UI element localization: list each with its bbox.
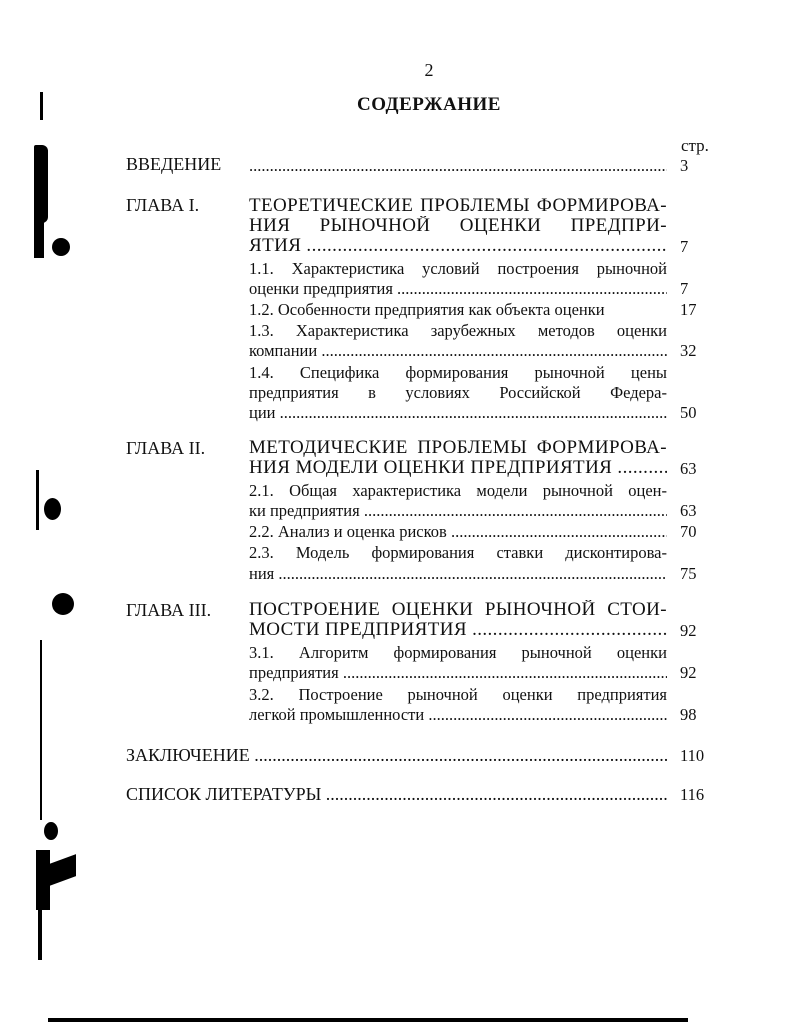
section-3-1-line: предприятия .....: [249, 663, 667, 683]
intro-label: ВВЕДЕНИЕ: [126, 154, 222, 174]
section-1-2-page: 17: [680, 300, 697, 319]
section-3-1-page: 92: [680, 663, 697, 682]
section-1-3-line: 1.3. Характеристика зарубежных методов оценки: [249, 321, 667, 340]
section-1-1-line: 1.1. Характеристика условий построения рыночной: [249, 259, 667, 278]
section-3-2-line: 3.2. Построение рыночной оценки предприятия: [249, 685, 667, 704]
intro-page: 3: [680, 156, 689, 175]
section-1-1-page: 7: [680, 279, 689, 298]
chapter-2-label: ГЛАВА II.: [126, 438, 206, 458]
section-2-3-line: 2.3. Модель формирования ставки дисконтирова-: [249, 543, 667, 562]
section-1-1-line: оценки предприятия .....: [249, 279, 667, 299]
section-2-3-page: 75: [680, 564, 697, 583]
chapter-3-page: 92: [680, 621, 697, 640]
chapter-3-title-line: МОСТИ ПРЕДПРИЯТИЯ .....: [249, 620, 667, 640]
bibliography-page: 116: [680, 785, 705, 804]
chapter-1-page: 7: [680, 237, 689, 256]
scan-mark: [34, 218, 44, 258]
section-1-3-page: 32: [680, 341, 697, 360]
scan-mark: [38, 905, 42, 960]
section-1-2-line: 1.2. Особенности предприятия как объекта оценки: [249, 300, 605, 319]
chapter-3-label: ГЛАВА III.: [126, 600, 212, 620]
section-1-4-line: предприятия в условиях Российской Федера-: [249, 383, 667, 402]
scan-mark: [36, 470, 39, 530]
bibliography-label: СПИСОК ЛИТЕРАТУРЫ .....: [126, 784, 667, 804]
chapter-1-title-line: ТЕОРЕТИЧЕСКИЕ ПРОБЛЕМЫ ФОРМИРОВА-: [249, 196, 667, 216]
section-1-4-page: 50: [680, 403, 697, 422]
section-2-2-page: 70: [680, 522, 697, 541]
chapter-1-label: ГЛАВА I.: [126, 195, 200, 215]
page-column-label: стр.: [681, 136, 709, 155]
page-title: СОДЕРЖАНИЕ: [357, 94, 501, 115]
section-1-4-line: 1.4. Специфика формирования рыночной цены: [249, 363, 667, 382]
hole-punch-dot: [44, 498, 61, 520]
hole-punch-dot: [44, 822, 58, 840]
conclusion-page: 110: [680, 746, 705, 765]
chapter-2-title-line: НИЯ МОДЕЛИ ОЦЕНКИ ПРЕДПРИЯТИЯ .....: [249, 458, 667, 478]
section-3-1-line: 3.1. Алгоритм формирования рыночной оценки: [249, 643, 667, 662]
hole-punch-dot: [52, 593, 74, 615]
section-3-2-page: 98: [680, 705, 697, 724]
bottom-edge-line: [48, 1018, 688, 1022]
section-3-2-line: легкой промышленности .....: [249, 705, 667, 725]
chapter-2-page: 63: [680, 459, 697, 478]
conclusion-label: ЗАКЛЮЧЕНИЕ .....: [126, 745, 667, 765]
intro-leader: [249, 156, 667, 176]
chapter-3-title-line: ПОСТРОЕНИЕ ОЦЕНКИ РЫНОЧНОЙ СТОИ-: [249, 600, 667, 620]
section-2-1-line: ки предприятия .....: [249, 501, 667, 521]
chapter-2-title-line: МЕТОДИЧЕСКИЕ ПРОБЛЕМЫ ФОРМИРОВА-: [249, 438, 667, 458]
scan-mark: [34, 145, 48, 223]
page-number: 2: [424, 60, 434, 80]
chapter-1-title-line: ЯТИЯ .....: [249, 236, 667, 256]
section-1-4-line: ции .....: [249, 403, 667, 423]
section-2-2-line: 2.2. Анализ и оценка рисков .....: [249, 522, 667, 542]
hole-punch-dot: [52, 238, 70, 256]
section-2-1-page: 63: [680, 501, 697, 520]
scan-mark: [40, 640, 42, 820]
section-2-3-line: ния .....: [249, 564, 667, 584]
scan-mark: [40, 92, 43, 120]
chapter-1-title-line: НИЯ РЫНОЧНОЙ ОЦЕНКИ ПРЕДПРИ-: [249, 216, 667, 236]
section-1-3-line: компании .....: [249, 341, 667, 361]
section-2-1-line: 2.1. Общая характеристика модели рыночной оцен-: [249, 481, 667, 500]
